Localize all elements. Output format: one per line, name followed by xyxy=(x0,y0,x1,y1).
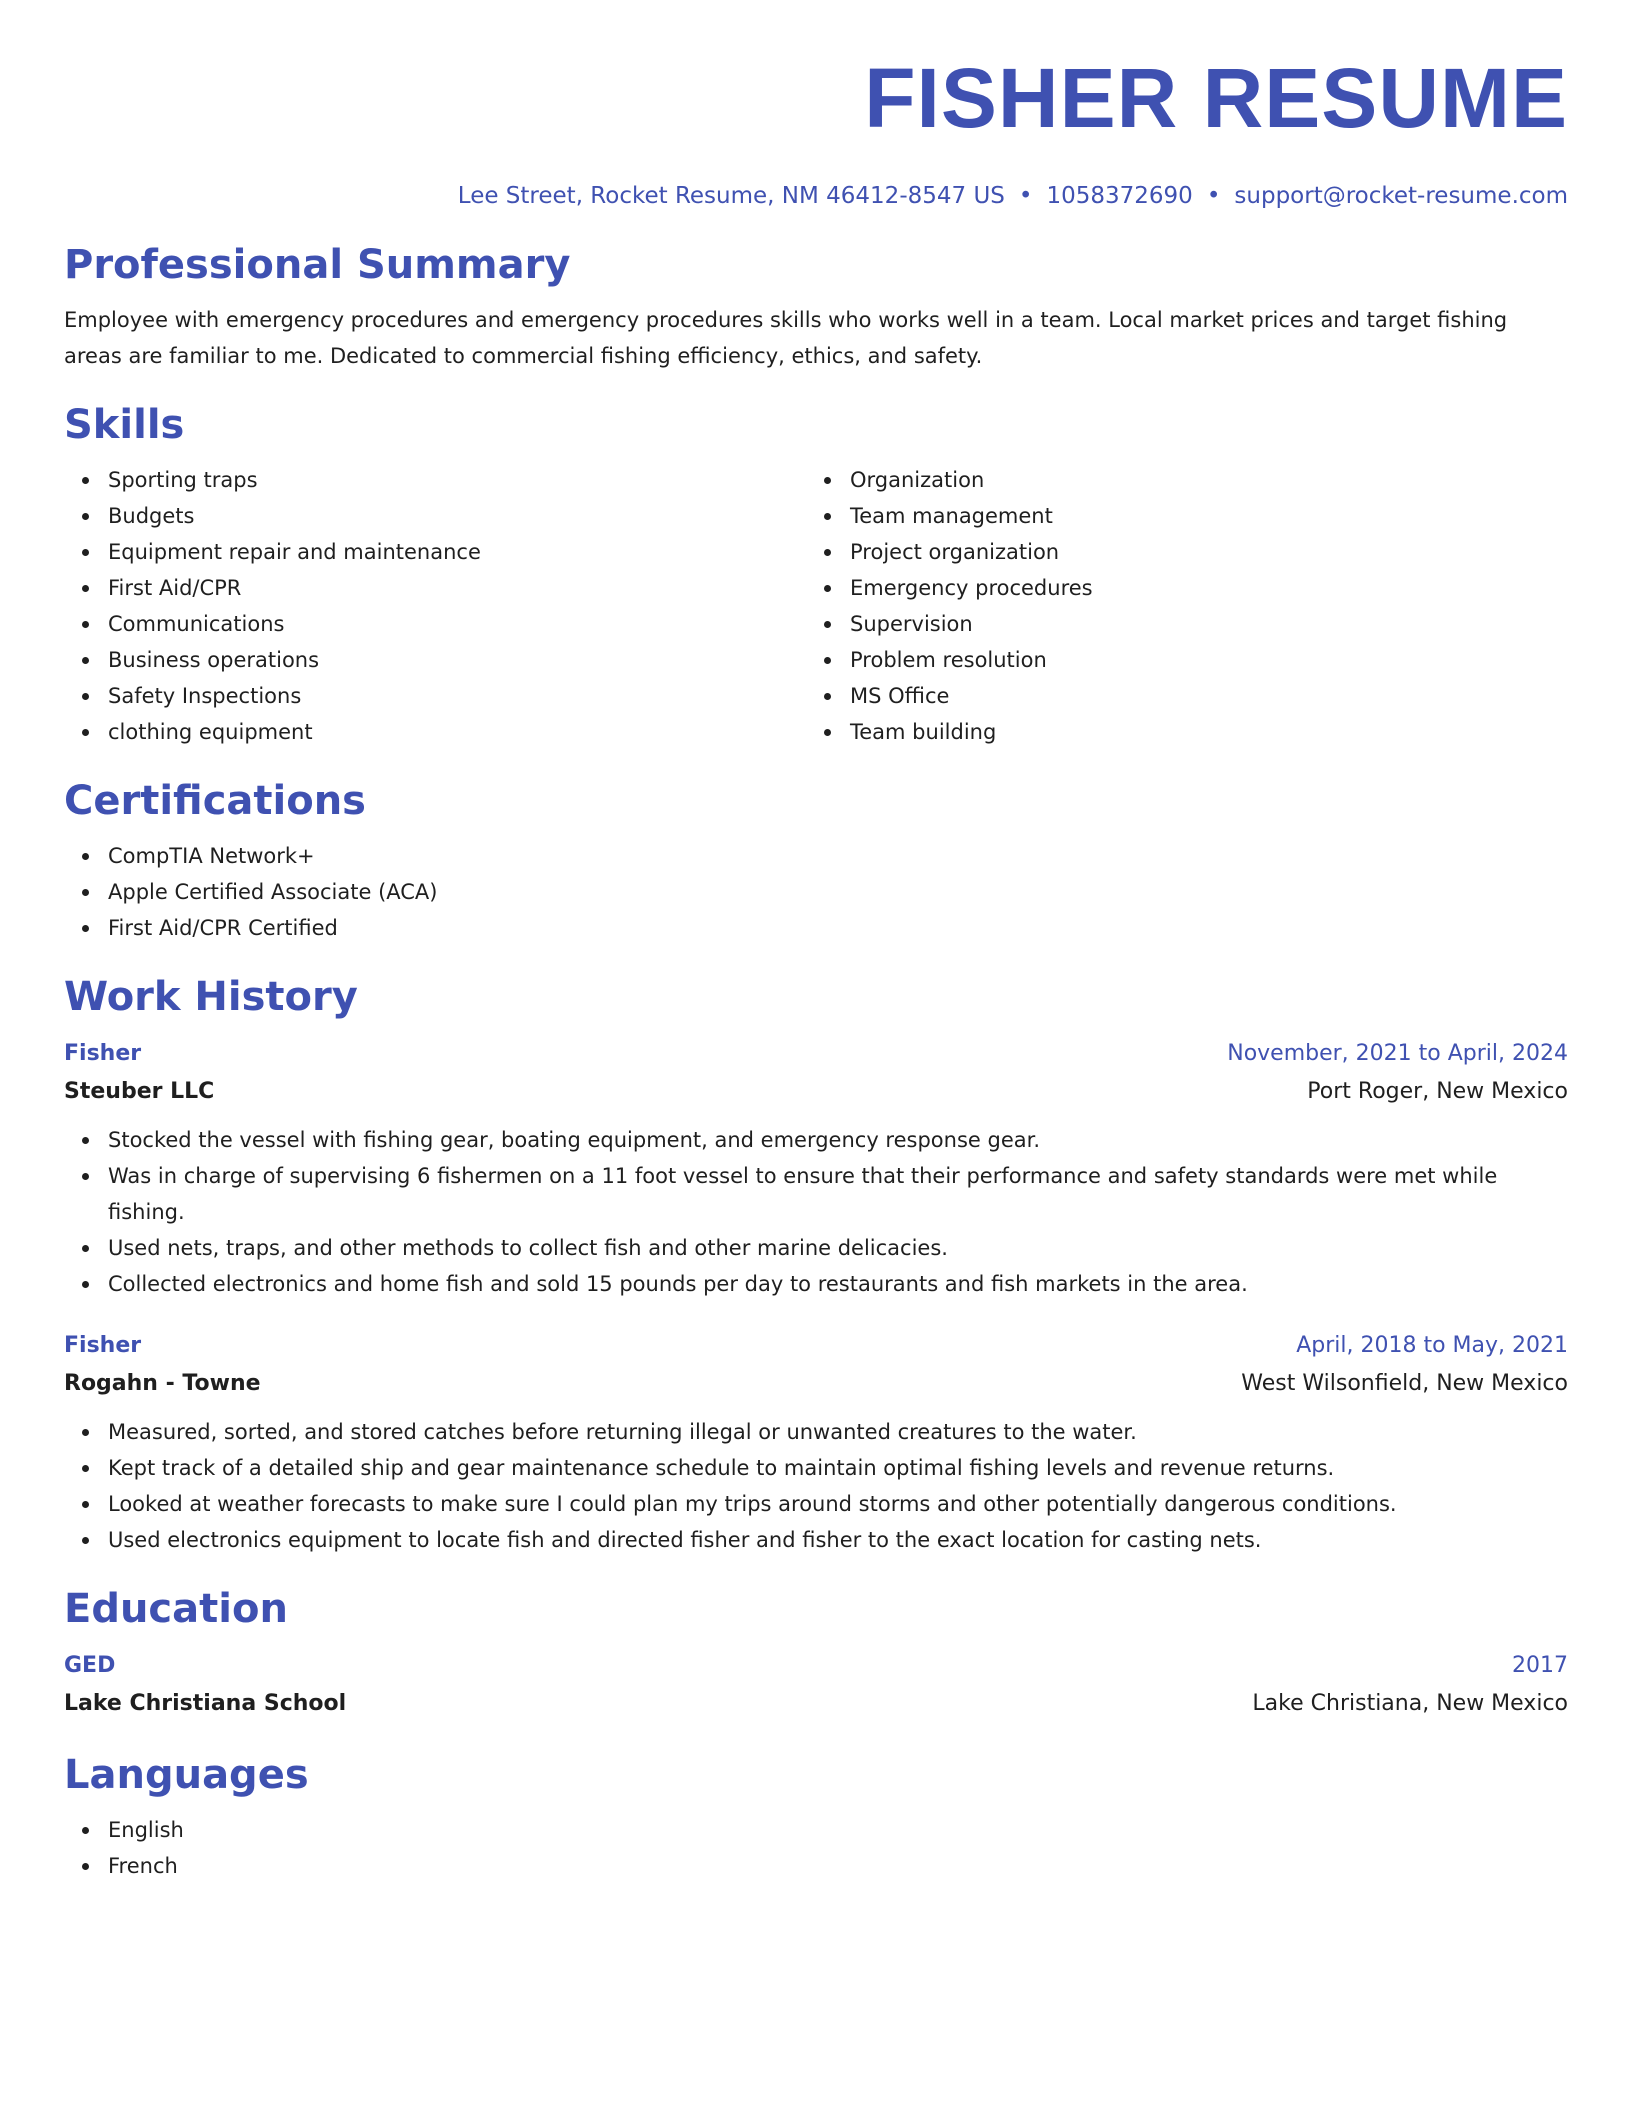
job-duty: Measured, sorted, and stored catches before returning illegal or unwanted creatures to the water. xyxy=(108,1414,1568,1450)
job-location: West Wilsonfield, New Mexico xyxy=(1241,1371,1568,1396)
job-title: Fisher xyxy=(64,1333,142,1358)
job-duty: Was in charge of supervising 6 fishermen on a 11 foot vessel to ensure that their performance and safety standards were met while fishing. xyxy=(108,1158,1568,1230)
job-duty: Collected electronics and home fish and sold 15 pounds per day to restaurants and fish markets in the area. xyxy=(108,1266,1568,1302)
certification-item: CompTIA Network+ xyxy=(108,838,1568,874)
education-school-row xyxy=(64,1684,1568,1724)
languages-section xyxy=(64,1750,1568,1884)
skill-item: Communications xyxy=(108,606,806,642)
education-section xyxy=(64,1584,1568,1724)
education-degree: GED xyxy=(64,1653,116,1678)
job-location: Port Roger, New Mexico xyxy=(1307,1079,1568,1104)
job-dates: April, 2018 to May, 2021 xyxy=(1296,1333,1568,1358)
contact-separator: • xyxy=(1018,183,1033,209)
languages-title: Languages xyxy=(64,1752,309,1798)
skill-item: Team building xyxy=(850,714,1093,750)
skill-item: Supervision xyxy=(850,606,1093,642)
contact-phone: 1058372690 xyxy=(1046,183,1193,209)
job-duties xyxy=(64,1414,1568,1558)
skills-grid xyxy=(64,462,1568,750)
contact-email: support@rocket-resume.com xyxy=(1234,183,1568,209)
certifications-section xyxy=(64,776,1568,946)
contact-separator: • xyxy=(1206,183,1221,209)
skill-item: First Aid/CPR xyxy=(108,570,806,606)
job-duty: Used electronics equipment to locate fish and directed fisher and fisher to the exact location for casting nets. xyxy=(108,1522,1568,1558)
languages-list xyxy=(64,1812,1568,1884)
skill-item: Sporting traps xyxy=(108,462,806,498)
skill-item: Budgets xyxy=(108,498,806,534)
education-school: Lake Christiana School xyxy=(64,1691,347,1716)
skill-item: Team management xyxy=(850,498,1093,534)
job-duty: Looked at weather forecasts to make sure I could plan my trips around storms and other potentially dangerous conditions. xyxy=(108,1486,1568,1522)
skills-list-left xyxy=(64,462,806,750)
skills-title: Skills xyxy=(64,402,185,448)
job-entry xyxy=(64,1328,1568,1558)
resume-page xyxy=(64,48,1568,1884)
skill-item: Business operations xyxy=(108,642,806,678)
skill-item: clothing equipment xyxy=(108,714,806,750)
education-title: Education xyxy=(64,1586,288,1632)
skill-item: Safety Inspections xyxy=(108,678,806,714)
skill-item: Problem resolution xyxy=(850,642,1093,678)
resume-header xyxy=(64,48,1568,212)
skill-item: MS Office xyxy=(850,678,1093,714)
job-title: Fisher xyxy=(64,1041,142,1066)
job-header-row xyxy=(64,1328,1568,1364)
education-location: Lake Christiana, New Mexico xyxy=(1252,1691,1568,1716)
summary-section xyxy=(64,240,1568,374)
work-history-title: Work History xyxy=(64,974,358,1020)
skill-item: Emergency procedures xyxy=(850,570,1093,606)
education-header-row xyxy=(64,1648,1568,1684)
certifications-list xyxy=(64,838,1568,946)
language-item: English xyxy=(108,1812,1568,1848)
job-entry xyxy=(64,1036,1568,1302)
job-employer: Steuber LLC xyxy=(64,1079,215,1104)
job-employer: Rogahn - Towne xyxy=(64,1371,261,1396)
job-header-row xyxy=(64,1036,1568,1072)
summary-title: Professional Summary xyxy=(64,242,571,288)
summary-text: Employee with emergency procedures and emergency procedures skills who works well in a team. Local market prices and target fishing areas are familiar to me. Dedicated to commercial fishing efficiency, ethics, and safety. xyxy=(64,308,1508,368)
work-history-section xyxy=(64,972,1568,1558)
skills-list-right xyxy=(806,462,1093,750)
job-dates: November, 2021 to April, 2024 xyxy=(1227,1041,1568,1066)
skill-item: Project organization xyxy=(850,534,1093,570)
job-duty: Used nets, traps, and other methods to collect fish and other marine delicacies. xyxy=(108,1230,1568,1266)
job-duty: Stocked the vessel with fishing gear, boating equipment, and emergency response gear. xyxy=(108,1122,1568,1158)
skill-item: Equipment repair and maintenance xyxy=(108,534,806,570)
certifications-title: Certifications xyxy=(64,778,366,824)
education-entry xyxy=(64,1648,1568,1724)
candidate-name: FISHER RESUME xyxy=(864,51,1568,145)
job-duty: Kept track of a detailed ship and gear maintenance schedule to maintain optimal fishing levels and revenue returns. xyxy=(108,1450,1568,1486)
skill-item: Organization xyxy=(850,462,1093,498)
language-item: French xyxy=(108,1848,1568,1884)
contact-line xyxy=(64,180,1568,212)
job-employer-row xyxy=(64,1072,1568,1112)
job-employer-row xyxy=(64,1364,1568,1404)
certification-item: First Aid/CPR Certified xyxy=(108,910,1568,946)
education-year: 2017 xyxy=(1512,1653,1568,1678)
job-duties xyxy=(64,1122,1568,1302)
contact-address: Lee Street, Rocket Resume, NM 46412-8547 US xyxy=(457,183,1005,209)
certification-item: Apple Certified Associate (ACA) xyxy=(108,874,1568,910)
skills-section xyxy=(64,400,1568,750)
